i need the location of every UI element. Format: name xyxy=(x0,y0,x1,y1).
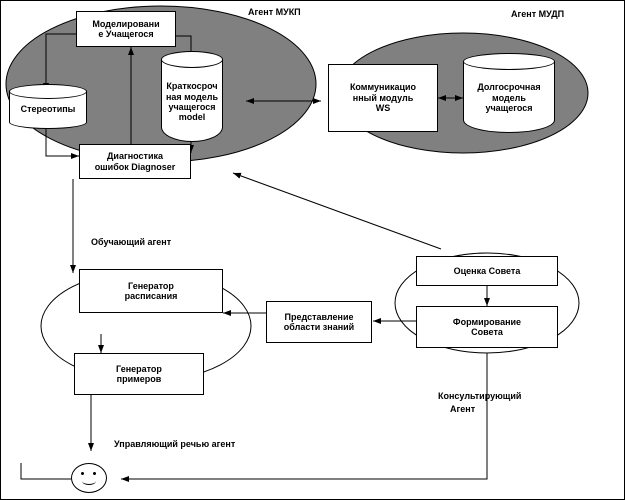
short-term-cylinder-top xyxy=(161,51,223,68)
face-smile-icon xyxy=(82,477,96,485)
label-teaching-agent: Обучающий агент xyxy=(91,237,172,247)
node-schedule-line2: расписания xyxy=(124,291,178,301)
node-model-process-line2: е Учащегося xyxy=(98,29,154,39)
node-comm-line2: нный модуль xyxy=(352,92,414,103)
node-comm-line3: WS xyxy=(375,103,391,114)
long-term-cylinder-body xyxy=(463,61,555,133)
label-agent-mudp: Агент МУДП xyxy=(511,9,565,19)
face-eye-right-icon xyxy=(93,472,96,475)
label-speech-agent: Управляющий речью агент xyxy=(114,439,236,449)
node-diagnoser-line1: Диагностика xyxy=(107,151,163,162)
learner-face-icon xyxy=(71,463,107,493)
node-example-generator[interactable] xyxy=(74,353,204,395)
node-communication-module[interactable] xyxy=(328,64,438,132)
connector-face-left xyxy=(21,463,71,479)
node-council-formation-line1: Формирование xyxy=(452,316,522,327)
node-schedule-generator[interactable] xyxy=(79,269,223,313)
node-model-process[interactable] xyxy=(76,11,176,47)
node-diagnoser-line2: ошибок Diagnoser xyxy=(94,161,176,172)
long-term-line1: Долгосрочная xyxy=(477,82,541,93)
short-term-line2: ная модель xyxy=(165,91,219,102)
stereotypes-label: Стереотипы xyxy=(20,103,76,114)
connector-right-to-diagnoser xyxy=(233,173,441,249)
short-term-line1: Краткосроч xyxy=(166,81,218,92)
node-council-formation-line2: Совета xyxy=(471,327,503,337)
node-domain-knowledge[interactable] xyxy=(266,301,372,343)
node-council-formation[interactable] xyxy=(416,306,558,348)
node-example-line2: примеров xyxy=(116,374,162,384)
long-term-line2: модель xyxy=(492,92,526,103)
short-term-line3: учащегося xyxy=(168,102,216,112)
short-term-cylinder-body xyxy=(161,59,223,142)
long-term-line3: учащегося xyxy=(485,103,533,114)
node-example-line1: Генератор xyxy=(116,363,162,374)
short-term-line4: model xyxy=(178,112,206,123)
stereotypes-cylinder-top xyxy=(9,84,87,99)
node-model-process-line1: Моделировани xyxy=(92,18,160,29)
long-term-cylinder-top xyxy=(463,53,555,70)
label-consulting-agent-line2: Агент xyxy=(450,404,476,414)
label-agent-mukp: Агент МУКП xyxy=(248,7,301,17)
node-domain-line1: Представление xyxy=(284,311,354,322)
node-comm-line1: Коммуникацио xyxy=(349,82,417,93)
node-domain-line2: области знаний xyxy=(283,322,355,332)
face-eye-left-icon xyxy=(81,472,84,475)
label-consulting-agent-line1: Консультирующий xyxy=(438,391,522,401)
node-council-assessment[interactable]: Оценка Совета xyxy=(416,256,558,286)
node-diagnoser[interactable] xyxy=(79,144,191,179)
node-schedule-line1: Генератор xyxy=(128,280,174,291)
